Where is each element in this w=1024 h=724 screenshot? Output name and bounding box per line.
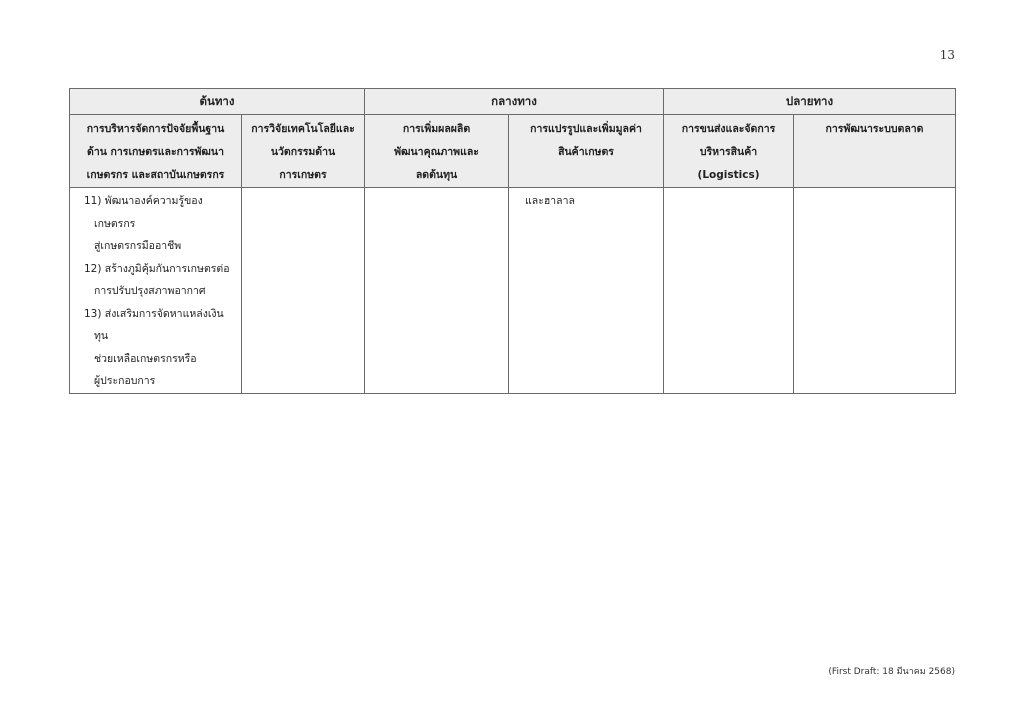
column-header-productivity bbox=[365, 115, 509, 188]
cell-processing bbox=[509, 188, 664, 394]
column-header-logistics bbox=[664, 115, 794, 188]
cell-basic-factors bbox=[70, 188, 242, 394]
item-line: สู่เกษตรกรมืออาชีพ bbox=[94, 240, 182, 252]
header-line: การเกษตร bbox=[279, 169, 327, 181]
cell-logistics bbox=[664, 188, 794, 394]
item-line: 12) สร้างภูมิคุ้มกันการเกษตรต่อ bbox=[84, 262, 230, 275]
draft-footer: (First Draft: 18 มีนาคม 2568) bbox=[828, 667, 955, 677]
header-line: การพัฒนาระบบตลาด bbox=[825, 123, 924, 135]
header-line: พัฒนาคุณภาพและ bbox=[394, 146, 479, 158]
strategy-table bbox=[69, 88, 956, 394]
column-header-marketing bbox=[794, 115, 956, 188]
list-item bbox=[76, 190, 235, 258]
header-line: สินค้าเกษตร bbox=[558, 146, 614, 158]
stage-upstream-header: ต้นทาง bbox=[70, 89, 365, 115]
header-line: บริหารสินค้า (Logistics) bbox=[697, 146, 760, 181]
header-line: ด้าน การเกษตรและการพัฒนา bbox=[87, 146, 224, 158]
stage-downstream-header: ปลายทาง bbox=[664, 89, 956, 115]
header-line: นวัตกรรมด้าน bbox=[270, 146, 336, 158]
stage-midstream-header: กลางทาง bbox=[365, 89, 664, 115]
cell-marketing bbox=[794, 188, 956, 394]
column-header-processing bbox=[509, 115, 664, 188]
page-number: 13 bbox=[939, 48, 955, 62]
header-line: การแปรรูปและเพิ่มมูลค่า bbox=[530, 123, 642, 135]
column-header-basic-factors bbox=[70, 115, 242, 188]
header-line: การเพิ่มผลผลิต bbox=[402, 123, 471, 135]
item-line: ผู้ประกอบการ bbox=[94, 375, 156, 387]
header-line: การขนส่งและจัดการ bbox=[681, 123, 776, 135]
header-line: การวิจัยเทคโนโลยีและ bbox=[251, 123, 355, 135]
header-line: ลดต้นทุน bbox=[415, 169, 458, 181]
item-line: 13) ส่งเสริมการจัดหาแหล่งเงินทุน bbox=[84, 307, 224, 342]
column-header-research bbox=[242, 115, 365, 188]
list-item bbox=[76, 258, 235, 303]
cell-productivity bbox=[365, 188, 509, 394]
item-line: การปรับปรุงสภาพอากาศ bbox=[94, 285, 206, 297]
item-line: ช่วยเหลือเกษตรกรหรือ bbox=[94, 352, 197, 365]
item-line: 11) พัฒนาองค์ความรู้ของเกษตรกร bbox=[84, 195, 203, 230]
list-item bbox=[76, 303, 235, 393]
header-line: การบริหารจัดการปัจจัยพื้นฐาน bbox=[86, 123, 225, 135]
cell-research bbox=[242, 188, 365, 394]
cell-text: และฮาลาล bbox=[525, 195, 575, 207]
header-line: เกษตรกร และสถาบันเกษตรกร bbox=[86, 169, 225, 181]
